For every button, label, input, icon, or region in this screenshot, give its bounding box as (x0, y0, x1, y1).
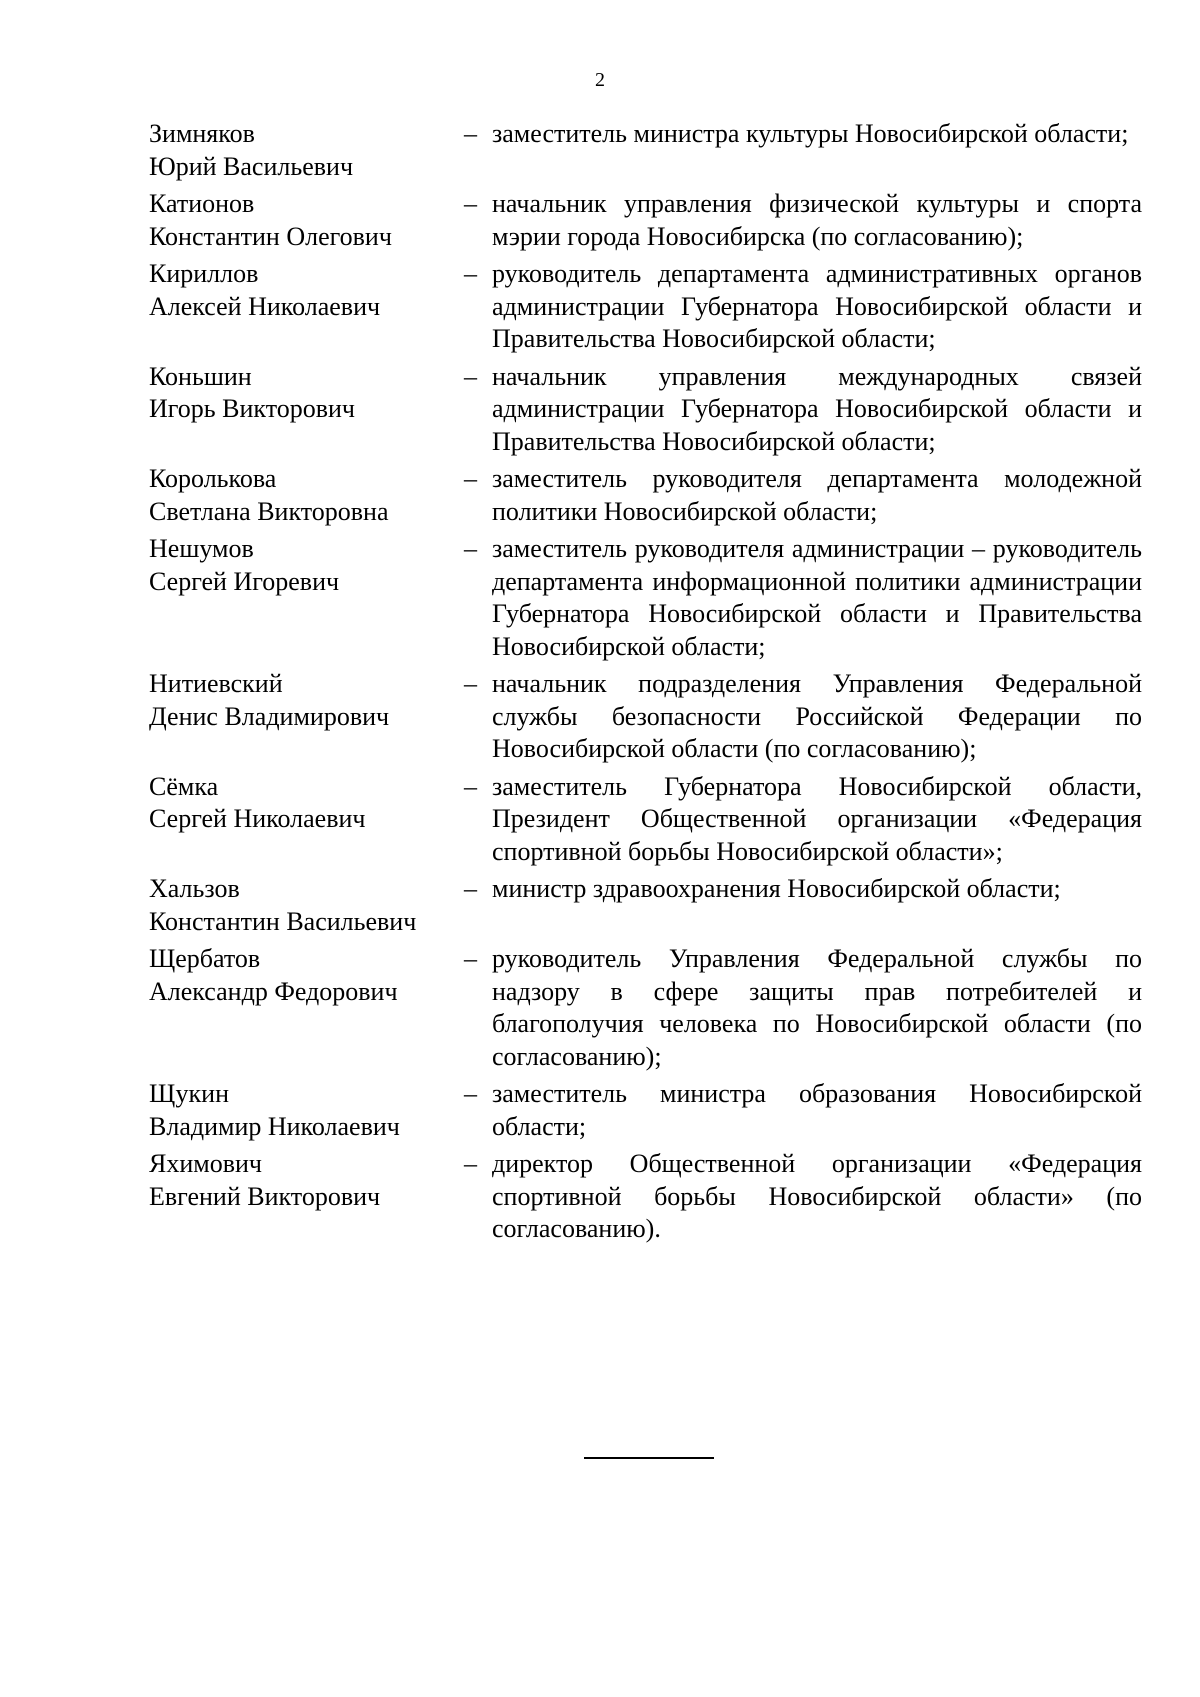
member-given-names: Александр Федорович (149, 976, 398, 1006)
dash-separator: – (464, 874, 477, 903)
member-surname: Нешумов (149, 534, 254, 563)
member-position: директор Общественной организации «Федерация спортивной борьбы Новосибирской области» (по согласованию). (492, 1149, 1142, 1243)
member-position: руководитель департамента административных органов администрации Губернатора Новосибирской области и Правительства Новосибирской области; (492, 259, 1142, 353)
member-entry (149, 1078, 1142, 1143)
member-name (149, 361, 464, 459)
dash-separator: – (464, 259, 477, 288)
member-entry (149, 771, 1142, 869)
member-position: заместитель Губернатора Новосибирской области, Президент Общественной организации «Федерация спортивной борьбы Новосибирской области»; (492, 771, 1142, 866)
member-name (149, 188, 464, 253)
member-name (149, 943, 464, 1073)
member-position: заместитель министра культуры Новосибирской области; (492, 119, 1129, 148)
member-position: министр здравоохранения Новосибирской области; (492, 874, 1061, 903)
member-given-names: Игорь Викторович (149, 394, 355, 423)
dash-separator: – (464, 771, 477, 801)
member-entry (149, 1148, 1142, 1246)
dash-separator: – (464, 944, 477, 973)
member-entry (149, 361, 1142, 459)
member-surname: Нитиевский (149, 669, 283, 698)
dash-separator: – (464, 189, 477, 218)
member-surname: Хальзов (149, 874, 240, 903)
member-position: начальник подразделения Управления Федеральной службы безопасности Российской Федерации по Новосибирской области (по согласованию); (492, 669, 1142, 763)
member-name (149, 668, 464, 766)
dash-separator: – (464, 361, 477, 391)
member-list (149, 118, 1142, 1251)
member-surname: Королькова (149, 464, 277, 493)
member-entry (149, 118, 1142, 183)
member-entry (149, 258, 1142, 356)
dash-separator: – (464, 464, 477, 493)
member-surname: Кириллов (149, 259, 259, 288)
member-name (149, 873, 464, 938)
member-given-names: Владимир Николаевич (149, 1111, 400, 1141)
member-surname: Сёмка (149, 771, 219, 801)
member-given-names: Константин Олегович (149, 221, 392, 251)
member-name (149, 118, 464, 183)
dash-separator: – (464, 534, 477, 563)
member-surname: Щукин (149, 1079, 230, 1108)
member-surname: Щербатов (149, 944, 261, 973)
member-position: заместитель руководителя департамента молодежной политики Новосибирской области; (492, 464, 1142, 526)
member-entry (149, 188, 1142, 253)
member-given-names: Сергей Игоревич (149, 566, 340, 596)
member-name (149, 1148, 464, 1246)
dash-separator: – (464, 1149, 477, 1178)
member-position: руководитель Управления Федеральной службы по надзору в сфере защиты прав потребителей и благополучия человека по Новосибирской области (по согласованию); (492, 944, 1142, 1071)
member-given-names: Алексей Николаевич (149, 291, 381, 321)
member-name (149, 463, 464, 528)
member-entry (149, 463, 1142, 528)
dash-separator: – (464, 669, 477, 698)
member-position: начальник управления международных связей администрации Губернатора Новосибирской области и Правительства Новосибирской области; (492, 361, 1142, 456)
member-given-names: Константин Васильевич (149, 906, 417, 936)
member-entry (149, 943, 1142, 1073)
member-position: начальник управления физической культуры и спорта мэрии города Новосибирска (по согласованию); (492, 189, 1142, 251)
member-entry (149, 873, 1142, 938)
member-given-names: Юрий Васильевич (149, 151, 354, 181)
member-position: заместитель министра образования Новосибирской области; (492, 1079, 1142, 1141)
member-surname: Катионов (149, 189, 255, 218)
member-given-names: Светлана Викторовна (149, 496, 389, 526)
dash-separator: – (464, 1079, 477, 1108)
member-surname: Коньшин (149, 361, 252, 391)
member-name (149, 771, 464, 869)
member-position: заместитель руководителя администрации – руководитель департамента информационной политики администрации Губернатора Новосибирской области и Правительства Новосибирской области; (492, 534, 1142, 661)
end-divider (584, 1457, 714, 1459)
member-entry (149, 668, 1142, 766)
member-surname: Яхимович (149, 1149, 262, 1178)
member-given-names: Евгений Викторович (149, 1181, 381, 1211)
dash-separator: – (464, 119, 477, 148)
page-number: 2 (595, 69, 605, 91)
member-given-names: Сергей Николаевич (149, 804, 366, 833)
member-entry (149, 533, 1142, 663)
member-name (149, 258, 464, 356)
member-name (149, 533, 464, 663)
member-name (149, 1078, 464, 1143)
member-given-names: Денис Владимирович (149, 701, 390, 731)
member-surname: Зимняков (149, 119, 255, 148)
